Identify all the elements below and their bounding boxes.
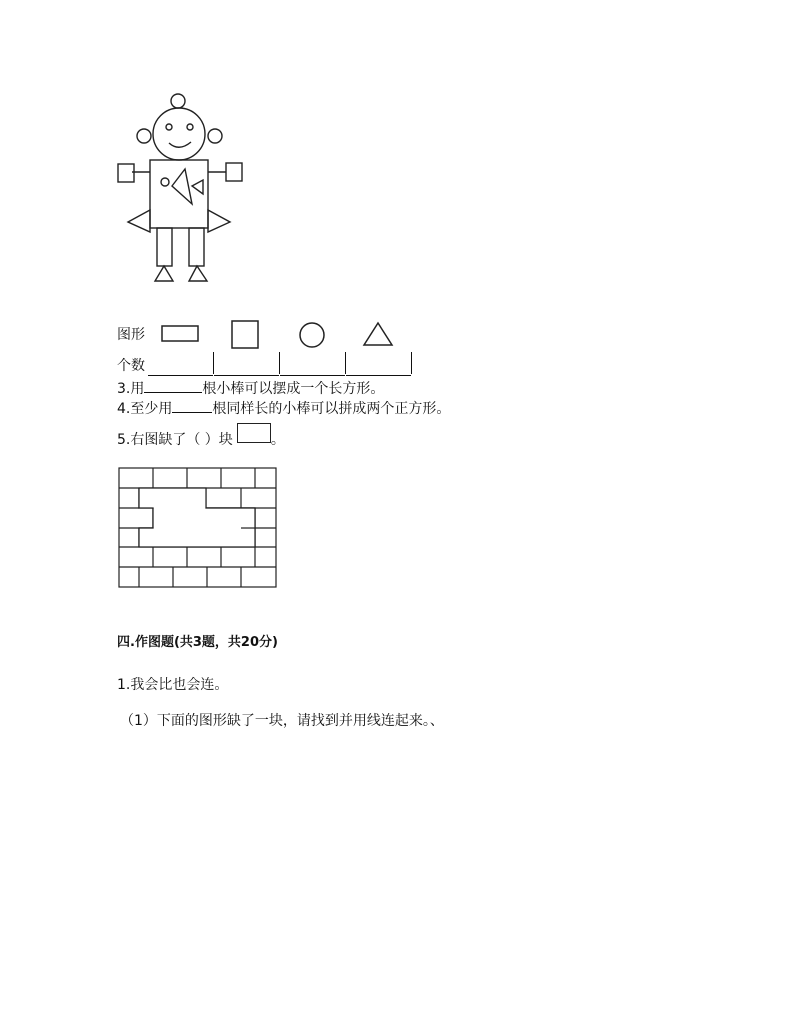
section-4-question-1: 1.我会比也会连。 (117, 677, 229, 693)
question-3-suffix: 根小棒可以摆成一个长方形。 (202, 381, 385, 397)
rectangle-icon (160, 323, 200, 345)
question-5-suffix: 。 (270, 432, 285, 448)
brick-icon (237, 423, 271, 443)
brick-wall-figure (118, 467, 280, 591)
question-5 (117, 429, 285, 449)
count-blank-rectangle[interactable] (148, 357, 213, 376)
triangle-icon (360, 318, 396, 350)
count-label: 个数 (117, 358, 145, 374)
section-4-question-1-sub: （1）下面的图形缺了一块，请找到并用线连起来。、 (120, 713, 444, 729)
question-3 (117, 378, 384, 398)
shape-label: 图形 (117, 327, 145, 343)
question-4-blank[interactable] (172, 398, 212, 413)
count-blank-circle[interactable] (280, 357, 345, 376)
circle-icon (295, 318, 329, 352)
question-4-prefix: 4.至少用 (117, 401, 173, 417)
square-icon (228, 318, 262, 352)
robot-figure (112, 92, 252, 287)
section-4-heading: 四.作图题(共3题，共20分) (117, 635, 278, 650)
question-4 (117, 398, 450, 418)
question-3-blank[interactable] (144, 378, 202, 393)
count-blank-triangle[interactable] (346, 357, 411, 376)
count-divider (411, 352, 412, 374)
question-5-prefix: 5.右图缺了（ ）块 (117, 432, 233, 448)
question-4-suffix: 根同样长的小棒可以拼成两个正方形。 (212, 401, 451, 417)
count-blank-square[interactable] (214, 357, 279, 376)
question-3-prefix: 3.用 (117, 381, 145, 397)
